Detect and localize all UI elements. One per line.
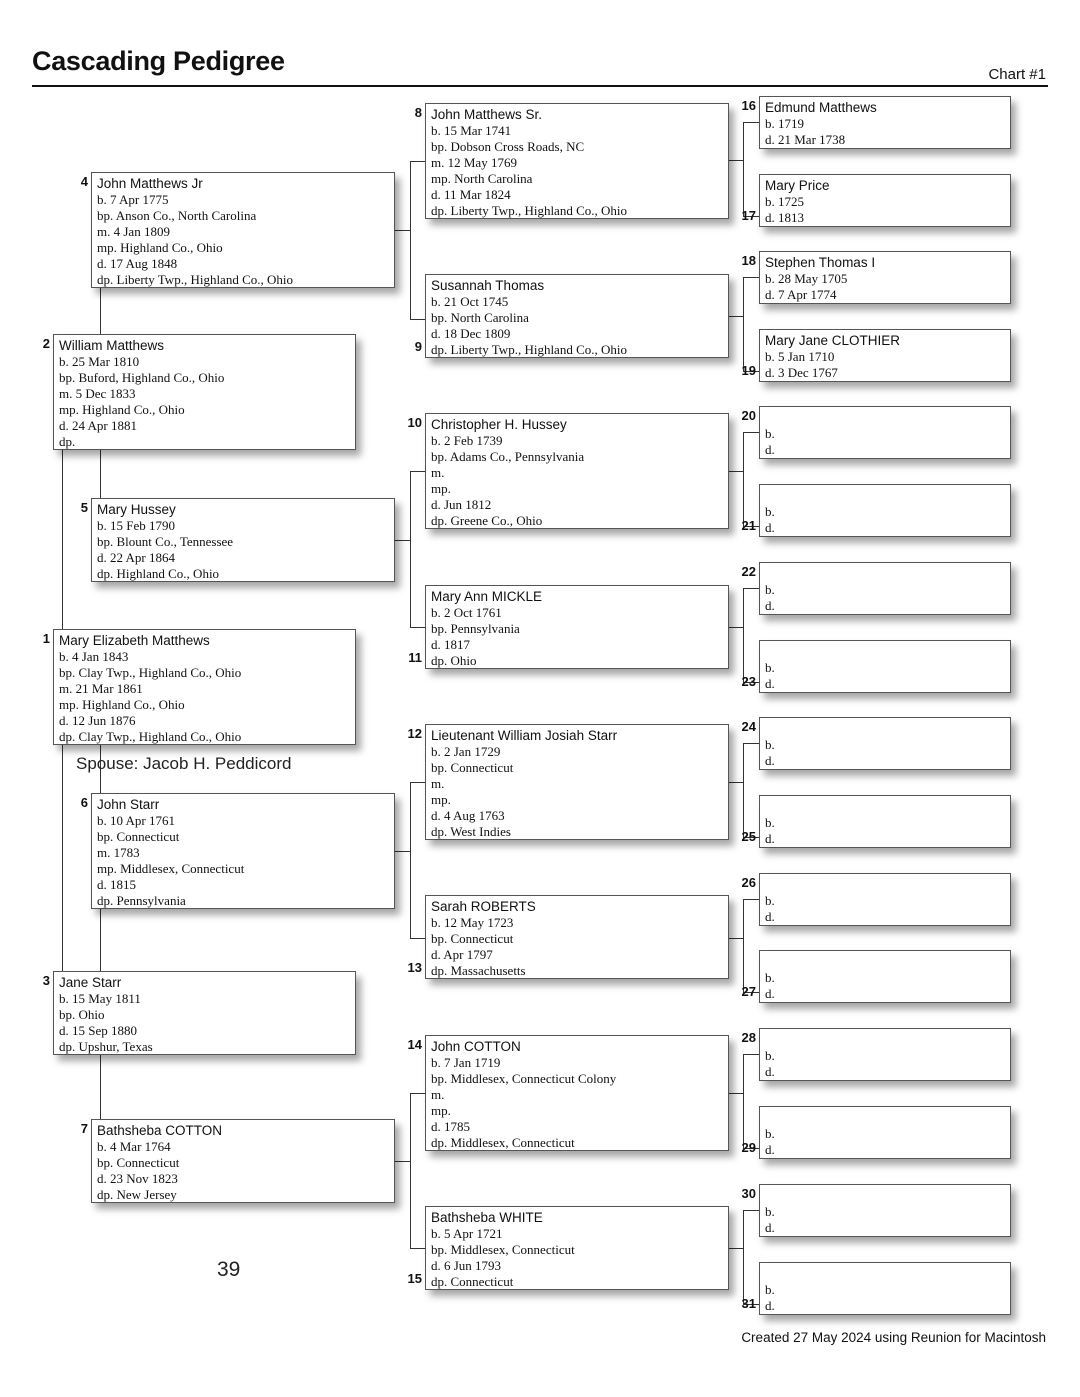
- person-fact: b. 15 May 1811: [59, 991, 141, 1006]
- person-box-16[interactable]: [759, 96, 1011, 149]
- page-title: Cascading Pedigree: [32, 46, 285, 76]
- person-fact: b.: [765, 1282, 775, 1297]
- ahnentafel-number: 3: [42, 973, 50, 988]
- connector-line: [729, 160, 743, 161]
- person-fact: d. 7 Apr 1774: [765, 287, 837, 302]
- person-box-22[interactable]: [759, 562, 1011, 615]
- person-name: [765, 876, 1010, 893]
- ahnentafel-number: 8: [414, 105, 422, 120]
- person-fact: b. 5 Apr 1721: [431, 1226, 503, 1241]
- person-box-24[interactable]: [759, 717, 1011, 770]
- person-box-12[interactable]: [425, 724, 729, 840]
- ahnentafel-number: 6: [80, 795, 88, 810]
- person-fact: b.: [765, 1126, 775, 1141]
- person-fact: b.: [765, 582, 775, 597]
- connector-line: [743, 588, 759, 589]
- ahnentafel-number: 10: [407, 415, 422, 430]
- person-box-19[interactable]: [759, 329, 1011, 382]
- person-box-10[interactable]: [425, 413, 729, 529]
- person-fact: mp.: [431, 1103, 451, 1118]
- connector-line: [410, 471, 425, 472]
- ahnentafel-number: 25: [741, 829, 756, 844]
- connector-line: [743, 1054, 759, 1055]
- connector-line: [410, 161, 411, 319]
- ahnentafel-number: 28: [741, 1030, 756, 1045]
- person-name: [765, 487, 1010, 504]
- person-name: Jane Starr: [59, 975, 122, 990]
- person-fact: d.: [765, 1220, 775, 1235]
- person-box-23[interactable]: [759, 640, 1011, 693]
- person-fact: bp. Adams Co., Pennsylvania: [431, 449, 585, 464]
- ahnentafel-number: 21: [741, 518, 756, 533]
- person-fact: m. 5 Dec 1833: [59, 386, 136, 401]
- ahnentafel-number: 1: [42, 631, 50, 646]
- person-box-31[interactable]: [759, 1262, 1011, 1315]
- person-fact: b. 10 Apr 1761: [97, 813, 175, 828]
- person-name: [765, 565, 1010, 582]
- person-name: Bathsheba WHITE: [431, 1210, 543, 1225]
- connector-line: [743, 277, 759, 278]
- connector-line: [743, 432, 744, 526]
- person-name: Susannah Thomas: [431, 278, 545, 293]
- person-fact: bp. North Carolina: [431, 310, 529, 325]
- person-fact: bp. Pennsylvania: [431, 621, 520, 636]
- connector-line: [410, 1093, 411, 1248]
- ahnentafel-number: 14: [407, 1037, 422, 1052]
- person-fact: dp. Greene Co., Ohio: [431, 513, 543, 528]
- person-fact: b.: [765, 893, 775, 908]
- connector-line: [410, 1093, 425, 1094]
- ahnentafel-number: 29: [741, 1140, 756, 1155]
- person-fact: dp. Liberty Twp., Highland Co., Ohio: [431, 203, 628, 218]
- ahnentafel-number: 18: [741, 253, 756, 268]
- person-name: John Starr: [97, 797, 160, 812]
- person-fact: d. 1817: [431, 637, 470, 652]
- footer-credit: Created 27 May 2024 using Reunion for Macintosh: [741, 1330, 1046, 1345]
- person-name: William Matthews: [59, 338, 165, 353]
- person-box-9[interactable]: [425, 274, 729, 358]
- person-fact: b.: [765, 1048, 775, 1063]
- person-fact: b.: [765, 660, 775, 675]
- connector-line: [410, 471, 411, 627]
- person-box-29[interactable]: [759, 1106, 1011, 1159]
- ahnentafel-number: 2: [42, 336, 50, 351]
- ahnentafel-number: 26: [741, 875, 756, 890]
- person-fact: d. 15 Sep 1880: [59, 1023, 137, 1038]
- person-fact: dp. Liberty Twp., Highland Co., Ohio: [97, 272, 294, 287]
- person-fact: b.: [765, 970, 775, 985]
- person-fact: d. 22 Apr 1864: [97, 550, 175, 565]
- connector-line: [729, 1248, 743, 1249]
- person-fact: d.: [765, 442, 775, 457]
- person-box-18[interactable]: [759, 251, 1011, 304]
- person-name: Mary Price: [765, 178, 830, 193]
- person-box-25[interactable]: [759, 795, 1011, 848]
- person-fact: d.: [765, 520, 775, 535]
- person-fact: d.: [765, 1298, 775, 1313]
- person-fact: dp. New Jersey: [97, 1187, 177, 1202]
- person-fact: mp.: [431, 481, 451, 496]
- connector-line: [100, 288, 101, 334]
- person-box-14[interactable]: [425, 1035, 729, 1151]
- person-name: John COTTON: [431, 1039, 521, 1054]
- person-box-30[interactable]: [759, 1184, 1011, 1237]
- person-fact: bp. Buford, Highland Co., Ohio: [59, 370, 225, 385]
- connector-line: [743, 899, 759, 900]
- person-fact: d. 1815: [97, 877, 136, 892]
- ahnentafel-number: 22: [741, 564, 756, 579]
- person-fact: m. 4 Jan 1809: [97, 224, 170, 239]
- person-fact: b. 2 Feb 1739: [431, 433, 503, 448]
- ahnentafel-number: 7: [80, 1121, 88, 1136]
- person-fact: dp. Connecticut: [431, 1274, 514, 1289]
- person-name: [765, 1031, 1010, 1048]
- connector-line: [410, 319, 425, 320]
- connector-line: [395, 851, 410, 852]
- ahnentafel-number: 4: [80, 174, 88, 189]
- connector-line: [743, 743, 759, 744]
- person-name: Mary Ann MICKLE: [431, 589, 543, 604]
- person-fact: b. 25 Mar 1810: [59, 354, 140, 369]
- person-fact: b. 1725: [765, 194, 804, 209]
- person-name: [765, 720, 1010, 737]
- person-name: Lieutenant William Josiah Starr: [431, 728, 618, 743]
- person-fact: dp.: [59, 434, 76, 449]
- person-fact: d. Apr 1797: [431, 947, 493, 962]
- person-fact: m. 21 Mar 1861: [59, 681, 143, 696]
- person-fact: b.: [765, 737, 775, 752]
- person-fact: d. 1785: [431, 1119, 470, 1134]
- person-fact: d.: [765, 831, 775, 846]
- person-fact: d.: [765, 598, 775, 613]
- person-fact: d.: [765, 1142, 775, 1157]
- ahnentafel-number: 13: [407, 960, 422, 975]
- person-fact: bp. Anson Co., North Carolina: [97, 208, 257, 223]
- ahnentafel-number: 24: [741, 719, 756, 734]
- person-fact: bp. Middlesex, Connecticut: [431, 1242, 575, 1257]
- person-box-6[interactable]: [91, 793, 395, 909]
- person-fact: dp. Highland Co., Ohio: [97, 566, 220, 581]
- person-box-5[interactable]: [91, 498, 395, 582]
- ahnentafel-number: 23: [741, 674, 756, 689]
- person-fact: mp. Highland Co., Ohio: [59, 697, 185, 712]
- page-number: 39: [217, 1258, 241, 1281]
- person-fact: mp. Middlesex, Connecticut: [97, 861, 245, 876]
- person-fact: b.: [765, 426, 775, 441]
- person-name: [765, 1265, 1010, 1282]
- connector-line: [410, 627, 425, 628]
- connector-line: [100, 909, 101, 971]
- person-name: Sarah ROBERTS: [431, 899, 536, 914]
- person-fact: d. 24 Apr 1881: [59, 418, 137, 433]
- person-name: [765, 1109, 1010, 1126]
- person-fact: bp. Connecticut: [97, 1155, 180, 1170]
- person-fact: b.: [765, 1204, 775, 1219]
- connector-line: [743, 1210, 744, 1304]
- person-fact: b. 7 Jan 1719: [431, 1055, 501, 1070]
- connector-line: [395, 1161, 410, 1162]
- person-fact: d.: [765, 753, 775, 768]
- person-fact: mp.: [431, 792, 451, 807]
- person-fact: dp. Clay Twp., Highland Co., Ohio: [59, 729, 242, 744]
- connector-line: [410, 782, 411, 938]
- connector-line: [729, 471, 743, 472]
- spouse-label: Spouse: Jacob H. Peddicord: [76, 754, 292, 773]
- person-fact: bp. Blount Co., Tennessee: [97, 534, 234, 549]
- person-box-2[interactable]: [53, 334, 356, 450]
- person-fact: b. 28 May 1705: [765, 271, 848, 286]
- person-fact: m.: [431, 1087, 445, 1102]
- person-fact: b. 4 Mar 1764: [97, 1139, 171, 1154]
- person-name: John Matthews Sr.: [431, 107, 543, 122]
- person-name: [765, 1187, 1010, 1204]
- person-box-26[interactable]: [759, 873, 1011, 926]
- person-fact: b. 7 Apr 1775: [97, 192, 169, 207]
- person-fact: bp. Clay Twp., Highland Co., Ohio: [59, 665, 242, 680]
- chart-number: Chart #1: [988, 66, 1046, 83]
- ahnentafel-number: 15: [407, 1271, 422, 1286]
- connector-line: [743, 588, 744, 682]
- ahnentafel-number: 9: [414, 339, 422, 354]
- person-fact: b. 21 Oct 1745: [431, 294, 509, 309]
- ahnentafel-number: 17: [741, 208, 756, 223]
- person-fact: b. 15 Feb 1790: [97, 518, 175, 533]
- person-box-8[interactable]: [425, 103, 729, 219]
- connector-line: [729, 938, 743, 939]
- person-fact: b. 15 Mar 1741: [431, 123, 512, 138]
- person-fact: d. 21 Mar 1738: [765, 132, 846, 147]
- ahnentafel-number: 16: [741, 98, 756, 113]
- connector-line: [743, 899, 744, 992]
- connector-line: [743, 122, 744, 216]
- person-fact: bp. Dobson Cross Roads, NC: [431, 139, 585, 154]
- person-fact: d. 4 Aug 1763: [431, 808, 505, 823]
- ahnentafel-number: 11: [408, 650, 422, 665]
- connector-line: [395, 230, 410, 231]
- person-fact: d.: [765, 1064, 775, 1079]
- person-box-17[interactable]: [759, 174, 1011, 227]
- connector-line: [743, 277, 744, 371]
- person-box-3[interactable]: [53, 971, 356, 1055]
- person-fact: b. 5 Jan 1710: [765, 349, 835, 364]
- person-fact: mp. Highland Co., Ohio: [59, 402, 185, 417]
- connector-line: [729, 782, 743, 783]
- ahnentafel-number: 30: [741, 1186, 756, 1201]
- person-fact: dp. Ohio: [431, 653, 477, 668]
- person-fact: d. 11 Mar 1824: [431, 187, 511, 202]
- person-box-4[interactable]: [91, 172, 395, 288]
- person-fact: d. 23 Nov 1823: [97, 1171, 178, 1186]
- ahnentafel-number: 5: [80, 500, 88, 515]
- person-fact: mp. Highland Co., Ohio: [97, 240, 223, 255]
- person-fact: bp. Connecticut: [431, 931, 514, 946]
- person-name: [765, 798, 1010, 815]
- ahnentafel-number: 20: [741, 408, 756, 423]
- person-name: Edmund Matthews: [765, 100, 877, 115]
- ahnentafel-number: 27: [741, 984, 756, 999]
- connector-line: [729, 316, 743, 317]
- ahnentafel-number: 31: [741, 1296, 756, 1311]
- person-box-21[interactable]: [759, 484, 1011, 537]
- person-fact: dp. Pennsylvania: [97, 893, 186, 908]
- person-box-27[interactable]: [759, 950, 1011, 1003]
- person-fact: d. Jun 1812: [431, 497, 492, 512]
- person-fact: bp. Ohio: [59, 1007, 105, 1022]
- person-fact: d.: [765, 909, 775, 924]
- connector-line: [100, 450, 101, 498]
- connector-line: [410, 161, 425, 162]
- person-fact: m. 12 May 1769: [431, 155, 517, 170]
- person-fact: bp. Connecticut: [431, 760, 514, 775]
- ahnentafel-number: 12: [407, 726, 422, 741]
- person-fact: bp. Middlesex, Connecticut Colony: [431, 1071, 617, 1086]
- person-fact: b. 2 Jan 1729: [431, 744, 501, 759]
- person-fact: dp. Upshur, Texas: [59, 1039, 153, 1054]
- connector-line: [100, 1055, 101, 1119]
- header-rule: [32, 85, 1048, 87]
- person-name: John Matthews Jr: [97, 176, 203, 191]
- person-fact: d. 1813: [765, 210, 804, 225]
- person-fact: d.: [765, 986, 775, 1001]
- person-fact: d. 12 Jun 1876: [59, 713, 136, 728]
- person-fact: b. 1719: [765, 116, 804, 131]
- connector-line: [743, 432, 759, 433]
- person-fact: m. 1783: [97, 845, 140, 860]
- person-fact: dp. West Indies: [431, 824, 511, 839]
- person-fact: bp. Connecticut: [97, 829, 180, 844]
- person-name: Mary Hussey: [97, 502, 176, 517]
- person-fact: d. 18 Dec 1809: [431, 326, 511, 341]
- connector-line: [410, 782, 425, 783]
- person-name: Bathsheba COTTON: [97, 1123, 223, 1138]
- person-box-11[interactable]: [425, 585, 729, 669]
- person-fact: dp. Massachusetts: [431, 963, 526, 978]
- connector-line: [743, 1210, 759, 1211]
- person-fact: d. 17 Aug 1848: [97, 256, 178, 271]
- person-box-20[interactable]: [759, 406, 1011, 459]
- person-fact: d.: [765, 676, 775, 691]
- person-name: Christopher H. Hussey: [431, 417, 567, 432]
- person-fact: b.: [765, 504, 775, 519]
- person-fact: m.: [431, 465, 445, 480]
- person-fact: dp. Middlesex, Connecticut: [431, 1135, 575, 1150]
- person-fact: mp. North Carolina: [431, 171, 533, 186]
- connector-line: [743, 743, 744, 837]
- connector-line: [743, 122, 759, 123]
- ahnentafel-number: 19: [741, 363, 756, 378]
- connector-line: [729, 1093, 743, 1094]
- connector-line: [410, 1248, 425, 1249]
- person-fact: d. 6 Jun 1793: [431, 1258, 502, 1273]
- connector-line: [743, 1054, 744, 1148]
- person-fact: b. 4 Jan 1843: [59, 649, 129, 664]
- person-fact: m.: [431, 776, 445, 791]
- person-name: Stephen Thomas I: [765, 255, 876, 270]
- person-name: [765, 953, 1010, 970]
- person-box-15[interactable]: [425, 1206, 729, 1290]
- person-name: Mary Jane CLOTHIER: [765, 333, 901, 348]
- person-fact: b. 12 May 1723: [431, 915, 514, 930]
- connector-line: [395, 540, 410, 541]
- connector-line: [729, 627, 743, 628]
- person-fact: d. 3 Dec 1767: [765, 365, 838, 380]
- person-box-1[interactable]: [53, 629, 356, 745]
- person-name: [765, 643, 1010, 660]
- person-box-28[interactable]: [759, 1028, 1011, 1081]
- connector-line: [410, 938, 425, 939]
- person-fact: dp. Liberty Twp., Highland Co., Ohio: [431, 342, 628, 357]
- person-fact: b. 2 Oct 1761: [431, 605, 502, 620]
- person-fact: b.: [765, 815, 775, 830]
- person-box-7[interactable]: [91, 1119, 395, 1203]
- person-box-13[interactable]: [425, 895, 729, 979]
- person-name: Mary Elizabeth Matthews: [59, 633, 210, 648]
- person-name: [765, 409, 1010, 426]
